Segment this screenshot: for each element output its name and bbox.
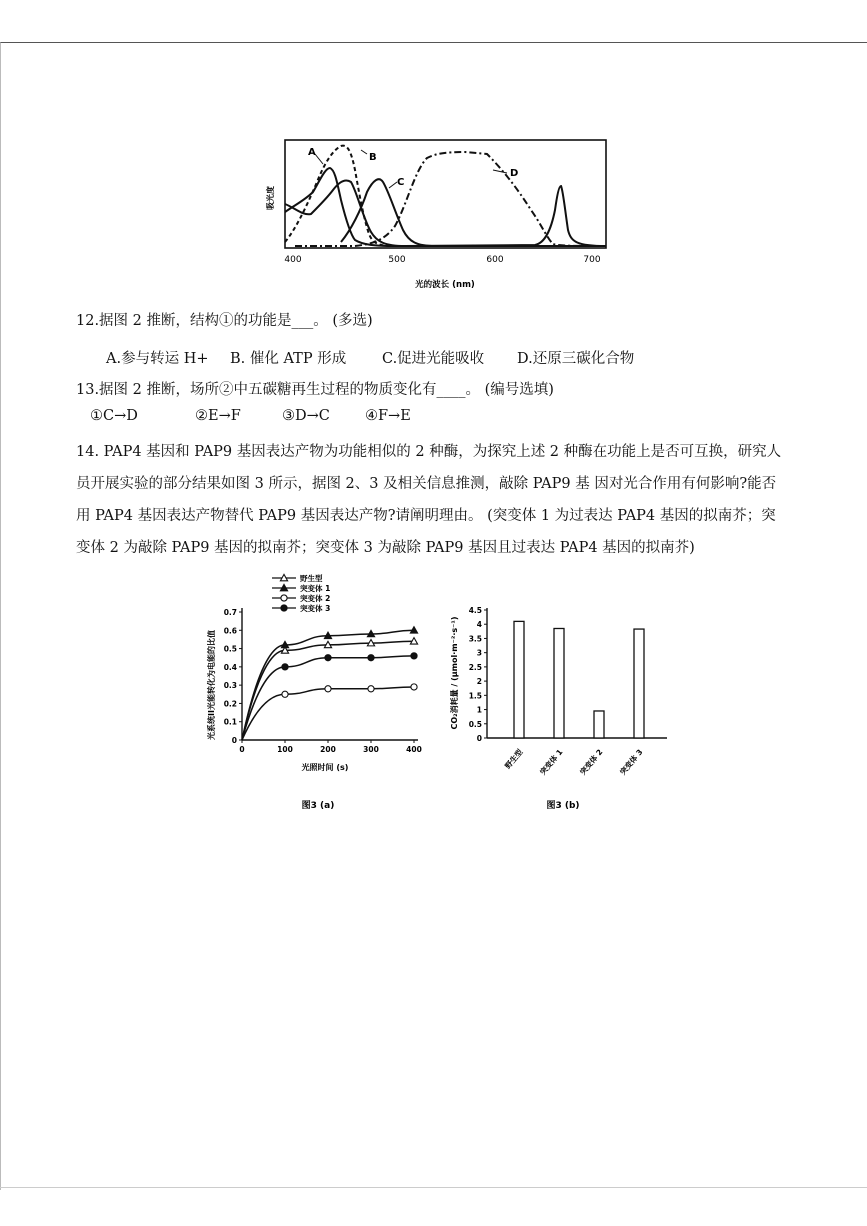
chart-a-x-tick-label: 200 [320, 745, 336, 754]
chart-b-bar [514, 621, 524, 738]
chart-b-y-tick-label: 2 [476, 677, 482, 687]
chart-a-y-tick-label: 0.5 [223, 644, 237, 654]
chart-a-series [242, 627, 418, 740]
chart-a-legend [272, 573, 330, 613]
q13-option-3: ③D→C [282, 408, 330, 424]
spectrum-label-c: C [397, 177, 405, 188]
spectrum-x-tick: 700 [583, 255, 601, 265]
chart-b-category-label: 突变体 1 [538, 747, 565, 777]
chart-a-x-tick-label: 400 [406, 745, 422, 754]
chart-b-y-tick-label: 0.5 [468, 719, 482, 729]
question-14-text [76, 436, 804, 564]
question-12-stem: 12.据图 2 推断，结构①的功能是___。 (多选) [76, 313, 373, 329]
chart-b-caption: 图3 (b) [546, 801, 580, 811]
chart-b-bars [502, 621, 644, 776]
chart-b-y-tick-label: 1 [476, 705, 482, 715]
chart-b-category-label: 突变体 3 [618, 747, 645, 777]
chart-a-data-point [411, 684, 417, 690]
spectrum-x-tick: 600 [486, 255, 504, 265]
q14-line: 14. PAP4 基因和 PAP9 基因表达产物为功能相似的 2 种酶，为探究上述 2 种酶在功能上是否可互换，研究人 [76, 444, 782, 460]
chart-a-axes [224, 608, 422, 754]
page-bottom-rule [0, 1187, 867, 1188]
spectrum-leader-b [361, 150, 367, 154]
q14-line: 用 PAP4 基因表达产物替代 PAP9 基因表达产物?请阐明理由。 (突变体 1 为过表达 PAP4 基因的拟南芥；突 [76, 508, 776, 524]
chart-a-y-tick-label: 0.6 [223, 626, 237, 636]
q13-option-2: ②E→F [195, 408, 241, 424]
chart-b-category-label: 突变体 2 [578, 747, 605, 777]
chart-b-y-tick-label: 3 [476, 648, 482, 658]
chart-a-series-line [242, 687, 414, 740]
chart-b-y-tick-label: 3.5 [468, 634, 482, 644]
chart-a-x-tick-label: 100 [277, 745, 293, 754]
spectrum-label-b: B [369, 152, 377, 163]
spectrum-x-tick: 500 [388, 255, 406, 265]
spectrum-x-tick: 400 [284, 255, 302, 265]
chart-a-legend-label: 野生型 [300, 574, 323, 583]
chart-b-y-tick-label: 2.5 [468, 662, 482, 672]
chart-a-data-point [282, 691, 288, 697]
spectrum-label-a: A [308, 147, 316, 158]
figure-3b-bar-chart [445, 598, 685, 818]
q12-option-c: C.促进光能吸收 [382, 351, 485, 367]
chart-a-legend-marker [281, 605, 287, 611]
q12-option-b: B. 催化 ATP 形成 [230, 351, 347, 367]
q13-option-4: ④F→E [365, 408, 411, 424]
chart-a-y-label: 光系统II光能转化为电能的比值 [207, 630, 216, 740]
chart-b-category-label: 野生型 [503, 747, 525, 771]
chart-a-y-tick-label: 0 [231, 736, 237, 745]
chart-a-legend-label: 突变体 1 [300, 584, 331, 593]
q12-option-a: A.参与转运 H+ [106, 351, 209, 367]
chart-a-caption: 图3 (a) [301, 801, 335, 811]
chart-a-legend-label: 突变体 2 [300, 594, 331, 603]
chart-a-y-tick-label: 0.1 [223, 717, 237, 727]
q13-option-1: ①C→D [90, 408, 138, 424]
figure-3a-line-chart [200, 570, 435, 815]
chart-b-y-label: CO₂消耗量 / (μmol·m⁻²·s⁻¹) [450, 616, 459, 730]
chart-a-legend-marker [281, 595, 287, 601]
chart-b-y-tick-label: 4 [476, 620, 482, 630]
chart-a-y-tick-label: 0.4 [223, 662, 237, 672]
chart-b-y-tick-label: 4.5 [468, 606, 482, 615]
chart-a-y-tick-label: 0.2 [223, 699, 237, 709]
q14-line: 员开展实验的部分结果如图 3 所示，据图 2、3 及相关信息推测，敲除 PAP9 基 因对光合作用有何影响?能否 [76, 476, 777, 492]
chart-b-bar [554, 628, 564, 738]
chart-a-x-tick-label: 0 [239, 745, 245, 754]
chart-a-data-point [325, 655, 331, 661]
chart-b-y-tick-label: 1.5 [468, 691, 482, 701]
chart-a-x-label: 光照时间 (s) [301, 763, 349, 772]
spectrum-curve-a [285, 168, 606, 246]
chart-a-data-point [325, 686, 331, 692]
chart-a-data-point [282, 664, 288, 670]
chart-b-bar [634, 629, 644, 738]
question-13-stem: 13.据图 2 推断，场所②中五碳糖再生过程的物质变化有____。 (编号选填) [76, 382, 554, 398]
q12-option-d: D.还原三碳化合物 [517, 351, 635, 367]
spectrum-leader-d [493, 170, 507, 173]
q14-line: 变体 2 为敲除 PAP9 基因的拟南芥；突变体 3 为敲除 PAP9 基因且过表达 PAP4 基因的拟南芥) [76, 540, 695, 556]
chart-a-data-point [411, 653, 417, 659]
spectrum-curve-b [285, 180, 606, 246]
chart-a-y-tick-label: 0.3 [223, 681, 237, 691]
figure-2-absorption-spectrum [255, 130, 625, 295]
chart-a-data-point [368, 686, 374, 692]
chart-a-x-tick-label: 300 [363, 745, 379, 754]
chart-a-legend-label: 突变体 3 [300, 604, 331, 613]
spectrum-x-label: 光的波长 (nm) [415, 280, 475, 290]
spectrum-leader-c [389, 182, 397, 188]
spectrum-label-d: D [510, 168, 519, 179]
chart-a-data-point [368, 655, 374, 661]
spectrum-leader-a [315, 154, 323, 164]
chart-b-y-tick-label: 0 [476, 734, 482, 743]
chart-b-bar [594, 711, 604, 738]
spectrum-y-label: 吸光度 [266, 186, 275, 210]
chart-a-y-tick-label: 0.7 [223, 608, 237, 617]
chart-a-series-line [242, 656, 414, 740]
